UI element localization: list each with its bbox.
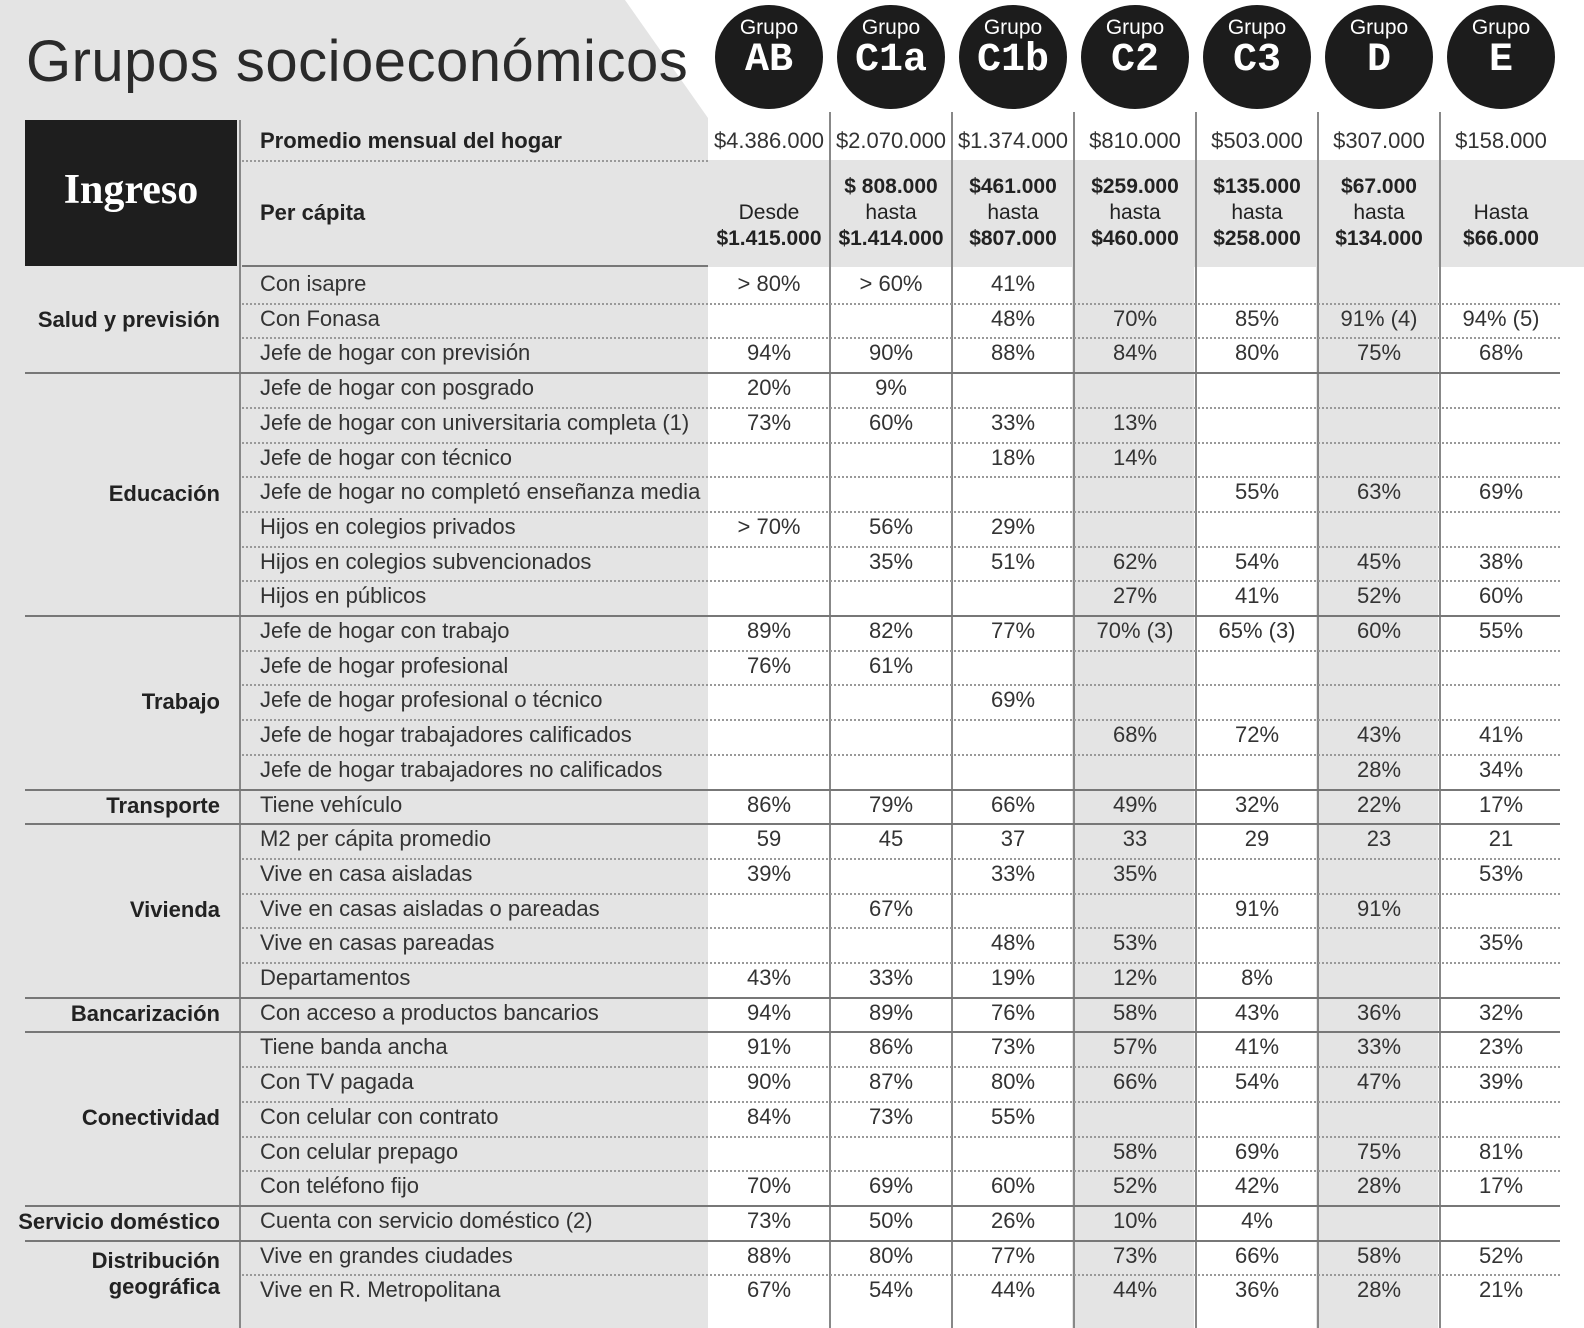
percapita-value <box>1196 174 1318 252</box>
percapita-mid: hasta <box>1109 201 1161 224</box>
table-cell: 66% <box>1234 1242 1280 1268</box>
table-cell: 76% <box>746 652 792 678</box>
group-badge-ab <box>715 5 823 109</box>
table-cell: 55% <box>1478 618 1524 643</box>
table-cell: 65% (3) <box>1218 618 1296 643</box>
table-cell: 70% <box>1112 305 1158 331</box>
table-cell: 4% <box>1241 1207 1273 1233</box>
table-cell: 23 <box>1366 826 1392 852</box>
category-label: Distribución geográfica <box>91 1248 220 1300</box>
table-cell: 70% <box>746 1173 792 1199</box>
percapita-bot: $66.000 <box>1463 227 1539 250</box>
header-divider <box>242 160 708 162</box>
category-label: Salud y previsión <box>37 307 220 333</box>
percapita-bot: $1.414.000 <box>838 227 944 250</box>
table-cell: 58% <box>1112 999 1158 1025</box>
promedio-value: $503.000 <box>1211 128 1303 153</box>
row-divider <box>242 1101 1560 1103</box>
table-cell: 28% <box>1356 756 1402 782</box>
group-word: Grupo <box>983 16 1043 39</box>
table-cell: 91% <box>1356 895 1402 921</box>
percapita-value <box>830 174 952 252</box>
section-divider <box>25 615 1560 617</box>
table-cell: 18% <box>990 444 1036 470</box>
table-cell: 91% (4) <box>1340 305 1418 331</box>
row-divider <box>242 650 1560 652</box>
category-label: Vivienda <box>129 896 220 922</box>
table-cell: 69% <box>868 1173 914 1199</box>
table-cell: 43% <box>1356 722 1402 748</box>
table-cell: 58% <box>1112 1138 1158 1164</box>
section-divider <box>25 372 1560 374</box>
table-cell: 35% <box>868 548 914 574</box>
row-label: Con celular con contrato <box>260 1103 499 1129</box>
row-divider <box>242 442 1560 444</box>
row-label: Cuenta con servicio doméstico (2) <box>260 1207 593 1233</box>
table-cell: 51% <box>990 548 1036 574</box>
row-divider <box>242 1274 1560 1276</box>
table-cell: 94% <box>746 999 792 1025</box>
row-label: Vive en casa aisladas <box>260 860 473 886</box>
table-cell: 14% <box>1112 444 1158 470</box>
group-code: C2 <box>1110 38 1159 83</box>
row-divider <box>242 303 1560 305</box>
percapita-value <box>952 174 1074 252</box>
table-cell: 62% <box>1112 548 1158 574</box>
table-cell: 90% <box>746 1069 792 1095</box>
table-cell: 89% <box>868 999 914 1025</box>
percapita-top <box>708 174 830 200</box>
table-cell: 57% <box>1112 1034 1158 1060</box>
percapita-mid: hasta <box>1353 201 1405 224</box>
group-word: Grupo <box>1105 16 1165 39</box>
group-code: D <box>1366 38 1391 83</box>
table-cell: 41% <box>1478 722 1524 748</box>
table-cell: 73% <box>746 1207 792 1233</box>
percapita-label: Per cápita <box>260 200 366 225</box>
table-cell: 53% <box>1112 930 1158 956</box>
group-code: C3 <box>1232 38 1281 83</box>
category-label: Conectividad <box>81 1105 220 1131</box>
percapita-top: $135.000 <box>1213 175 1301 198</box>
category-label: Transporte <box>106 792 220 818</box>
table-cell: 80% <box>1234 340 1280 366</box>
table-cell: 33% <box>990 860 1036 886</box>
row-divider <box>242 927 1560 929</box>
row-label: Con celular prepago <box>260 1138 459 1164</box>
group-code: AB <box>744 38 793 83</box>
table-cell: 90% <box>868 340 914 366</box>
table-cell: 60% <box>1356 618 1402 643</box>
table-cell: 72% <box>1234 722 1280 748</box>
row-label: Con Fonasa <box>260 305 380 331</box>
row-label: Tiene banda ancha <box>260 1034 448 1060</box>
table-cell: 94% (5) <box>1462 305 1540 331</box>
table-cell: 41% <box>990 271 1036 296</box>
percapita-top <box>1440 174 1562 200</box>
row-label: Jefe de hogar trabajadores no calificados <box>260 756 663 782</box>
row-label: Con TV pagada <box>260 1069 414 1095</box>
row-divider <box>242 580 1560 582</box>
table-cell: 54% <box>1234 548 1280 574</box>
table-cell: 49% <box>1112 791 1158 817</box>
table-cell: 45% <box>1356 548 1402 574</box>
label-column-divider <box>239 120 241 1328</box>
table-cell: 41% <box>1234 1034 1280 1060</box>
table-cell: 88% <box>990 340 1036 366</box>
row-label: Con acceso a productos bancarios <box>260 999 599 1025</box>
table-cell: 43% <box>746 965 792 990</box>
table-cell: 69% <box>990 687 1036 713</box>
table-cell: 66% <box>990 791 1036 817</box>
table-cell: 37 <box>1000 826 1026 852</box>
table-cell: 85% <box>1234 305 1280 331</box>
table-cell: 58% <box>1356 1242 1402 1268</box>
table-cell: 56% <box>868 513 914 539</box>
table-cell: 39% <box>746 860 792 886</box>
table-cell: 53% <box>1478 860 1524 886</box>
row-label: Vive en casas pareadas <box>260 930 495 956</box>
table-cell: 29% <box>990 513 1036 539</box>
table-cell: 91% <box>746 1034 792 1060</box>
table-cell: 27% <box>1112 583 1158 609</box>
table-cell: 39% <box>1478 1069 1524 1095</box>
table-cell: 32% <box>1478 999 1524 1025</box>
table-cell: 77% <box>990 618 1036 643</box>
table-cell: 86% <box>746 791 792 817</box>
table-cell: 44% <box>990 1277 1036 1303</box>
table-cell: 54% <box>868 1277 914 1303</box>
percapita-top: $259.000 <box>1091 175 1179 198</box>
table-cell: 48% <box>990 930 1036 956</box>
table-cell: 80% <box>868 1242 914 1268</box>
promedio-label: Promedio mensual del hogar <box>260 128 562 153</box>
group-badge-d <box>1325 5 1433 109</box>
table-cell: 12% <box>1112 965 1158 990</box>
table-cell: 84% <box>1112 340 1158 366</box>
table-cell: 17% <box>1478 1173 1524 1199</box>
table-cell: 88% <box>746 1242 792 1268</box>
group-badge-c3 <box>1203 5 1311 109</box>
group-word: Grupo <box>861 16 921 39</box>
promedio-value: $4.386.000 <box>713 128 825 153</box>
table-cell: 70% (3) <box>1096 618 1174 643</box>
percapita-bot: $460.000 <box>1091 227 1179 250</box>
section-divider <box>25 1031 1560 1033</box>
table-cell: 36% <box>1356 999 1402 1025</box>
table-cell: 69% <box>1478 479 1524 505</box>
table-cell: 42% <box>1234 1173 1280 1199</box>
table-cell: 33% <box>868 965 914 990</box>
row-divider <box>242 546 1560 548</box>
table-cell: 55% <box>990 1103 1036 1129</box>
group-badge-c1b <box>959 5 1067 109</box>
table-cell: 52% <box>1356 583 1402 609</box>
row-label: Jefe de hogar con universitaria completa (1) <box>260 409 690 435</box>
table-cell: 35% <box>1478 930 1524 956</box>
row-label: Vive en casas aisladas o pareadas <box>260 895 600 921</box>
table-cell: 8% <box>1241 965 1273 990</box>
table-cell: 67% <box>868 895 914 921</box>
row-label: Con teléfono fijo <box>260 1173 419 1199</box>
section-divider <box>25 789 1560 791</box>
promedio-value: $810.000 <box>1089 128 1181 153</box>
section-divider <box>25 1240 1560 1242</box>
category-label: Bancarización <box>70 1001 220 1027</box>
row-divider <box>242 1136 1560 1138</box>
row-label: Jefe de hogar trabajadores calificados <box>260 722 632 748</box>
table-cell: 21% <box>1478 1277 1524 1303</box>
group-code: C1b <box>976 38 1049 83</box>
percapita-top: $461.000 <box>969 175 1057 198</box>
group-code: C1a <box>854 38 927 83</box>
percapita-mid: hasta <box>987 201 1039 224</box>
table-cell: 79% <box>868 791 914 817</box>
row-label: Tiene vehículo <box>260 791 403 817</box>
table-cell: 63% <box>1356 479 1402 505</box>
table-cell: 73% <box>868 1103 914 1129</box>
table-cell: 45 <box>878 826 904 852</box>
group-word: Grupo <box>1471 16 1531 39</box>
row-divider <box>242 684 1560 686</box>
table-cell: 26% <box>990 1207 1036 1233</box>
table-cell: 52% <box>1478 1242 1524 1268</box>
group-badge-c1a <box>837 5 945 109</box>
table-cell: 55% <box>1234 479 1280 505</box>
row-label: Jefe de hogar profesional o técnico <box>260 687 603 713</box>
table-cell: 87% <box>868 1069 914 1095</box>
percapita-top: $ 808.000 <box>844 175 938 198</box>
percapita-bot: $134.000 <box>1335 227 1423 250</box>
group-code: E <box>1488 38 1513 83</box>
row-label: Jefe de hogar con técnico <box>260 444 512 470</box>
row-label: M2 per cápita promedio <box>260 826 492 852</box>
percapita-bot: $258.000 <box>1213 227 1301 250</box>
percapita-value <box>1318 174 1440 252</box>
row-label: Hijos en públicos <box>260 583 427 609</box>
table-cell: 59 <box>756 826 782 852</box>
table-cell: 28% <box>1356 1277 1402 1303</box>
promedio-value: $1.374.000 <box>957 128 1069 153</box>
table-cell: > 70% <box>737 513 801 539</box>
table-cell: 60% <box>990 1173 1036 1199</box>
table-cell: 22% <box>1356 791 1402 817</box>
table-cell: 84% <box>746 1103 792 1129</box>
row-divider <box>242 719 1560 721</box>
percapita-mid: Hasta <box>1473 201 1529 224</box>
table-cell: 20% <box>746 375 792 401</box>
table-cell: 48% <box>990 305 1036 331</box>
group-word: Grupo <box>739 16 799 39</box>
row-label: Hijos en colegios privados <box>260 513 516 539</box>
table-cell: > 60% <box>859 271 923 296</box>
percapita-value <box>1074 174 1196 252</box>
group-badge-c2 <box>1081 5 1189 109</box>
table-cell: 75% <box>1356 1138 1402 1164</box>
percapita-bot: $807.000 <box>969 227 1057 250</box>
row-divider <box>242 337 1560 339</box>
group-badge-e <box>1447 5 1555 109</box>
table-cell: 36% <box>1234 1277 1280 1303</box>
row-label: Departamentos <box>260 965 411 990</box>
row-label: Jefe de hogar con trabajo <box>260 618 510 643</box>
promedio-value: $2.070.000 <box>835 128 947 153</box>
row-label: Vive en grandes ciudades <box>260 1242 513 1268</box>
row-label: Jefe de hogar con previsión <box>260 340 531 366</box>
table-cell: 75% <box>1356 340 1402 366</box>
row-label: Jefe de hogar no completó enseñanza media <box>260 479 701 505</box>
table-cell: 33% <box>1356 1034 1402 1060</box>
table-cell: 43% <box>1234 999 1280 1025</box>
table-cell: 66% <box>1112 1069 1158 1095</box>
table-cell: 76% <box>990 999 1036 1025</box>
table-cell: 89% <box>746 618 792 643</box>
row-divider <box>242 1170 1560 1172</box>
table-cell: 91% <box>1234 895 1280 921</box>
table-cell: 67% <box>746 1277 792 1303</box>
percapita-mid: hasta <box>865 201 917 224</box>
percapita-value <box>708 174 830 252</box>
category-label: Educación <box>108 480 220 506</box>
table-cell: 94% <box>746 340 792 366</box>
table-cell: 35% <box>1112 860 1158 886</box>
section-divider <box>25 1205 1560 1207</box>
table-cell: 23% <box>1478 1034 1524 1060</box>
table-cell: 19% <box>990 965 1036 990</box>
row-divider <box>242 893 1560 895</box>
promedio-value: $158.000 <box>1455 128 1547 153</box>
table-cell: 60% <box>868 409 914 435</box>
table-cell: 81% <box>1478 1138 1524 1164</box>
table-cell: 33% <box>990 409 1036 435</box>
table-cell: 41% <box>1234 583 1280 609</box>
table-cell: 28% <box>1356 1173 1402 1199</box>
ingreso-box <box>25 120 237 266</box>
section-divider <box>25 823 1560 825</box>
group-word: Grupo <box>1227 16 1287 39</box>
ingreso-label: Ingreso <box>63 167 199 213</box>
table-cell: 38% <box>1478 548 1524 574</box>
table-cell: 34% <box>1478 756 1524 782</box>
percapita-top: $67.000 <box>1341 175 1417 198</box>
row-divider <box>242 1066 1560 1068</box>
table-cell: 10% <box>1112 1207 1158 1233</box>
table-cell: 61% <box>868 652 914 678</box>
row-divider <box>242 407 1560 409</box>
table-cell: 73% <box>746 409 792 435</box>
table-cell: 50% <box>868 1207 914 1233</box>
table-cell: 54% <box>1234 1069 1280 1095</box>
table-cell: 69% <box>1234 1138 1280 1164</box>
table-cell: 73% <box>990 1034 1036 1060</box>
table-cell: 73% <box>1112 1242 1158 1268</box>
table-cell: 13% <box>1112 409 1158 435</box>
table-cell: 82% <box>868 618 914 643</box>
row-label: Vive en R. Metropolitana <box>260 1277 501 1303</box>
table-cell: 9% <box>875 375 907 401</box>
row-label: Con isapre <box>260 271 367 296</box>
row-label: Jefe de hogar con posgrado <box>260 375 534 401</box>
promedio-value: $307.000 <box>1333 128 1425 153</box>
table-cell: 80% <box>990 1069 1036 1095</box>
row-divider <box>242 962 1560 964</box>
header-bottom-line <box>242 265 708 267</box>
table-cell: 21 <box>1488 826 1514 852</box>
category-label: Servicio doméstico <box>18 1209 220 1235</box>
table-cell: 29 <box>1244 826 1270 852</box>
table-cell: 17% <box>1478 791 1524 817</box>
row-divider <box>242 511 1560 513</box>
table-cell: 68% <box>1478 340 1524 366</box>
row-divider <box>242 476 1560 478</box>
table-cell: 32% <box>1234 791 1280 817</box>
percapita-value <box>1440 174 1562 252</box>
table-cell: 52% <box>1112 1173 1158 1199</box>
table-cell: 77% <box>990 1242 1036 1268</box>
table-cell: 44% <box>1112 1277 1158 1303</box>
table-cell: 60% <box>1478 583 1524 609</box>
percapita-mid: Desde <box>738 201 800 224</box>
table-cell: 33 <box>1122 826 1148 852</box>
percapita-bot: $1.415.000 <box>716 227 822 250</box>
table-cell: > 80% <box>737 271 801 296</box>
table-cell: 68% <box>1112 722 1158 748</box>
percapita-mid: hasta <box>1231 201 1283 224</box>
page-title: Grupos socioeconómicos <box>26 29 689 94</box>
row-label: Jefe de hogar profesional <box>260 652 509 678</box>
table-cell: 86% <box>868 1034 914 1060</box>
row-divider <box>242 754 1560 756</box>
row-divider <box>242 858 1560 860</box>
section-divider <box>25 997 1560 999</box>
row-label: Hijos en colegios subvencionados <box>260 548 592 574</box>
group-word: Grupo <box>1349 16 1409 39</box>
category-label: Trabajo <box>141 688 220 714</box>
table-cell: 47% <box>1356 1069 1402 1095</box>
